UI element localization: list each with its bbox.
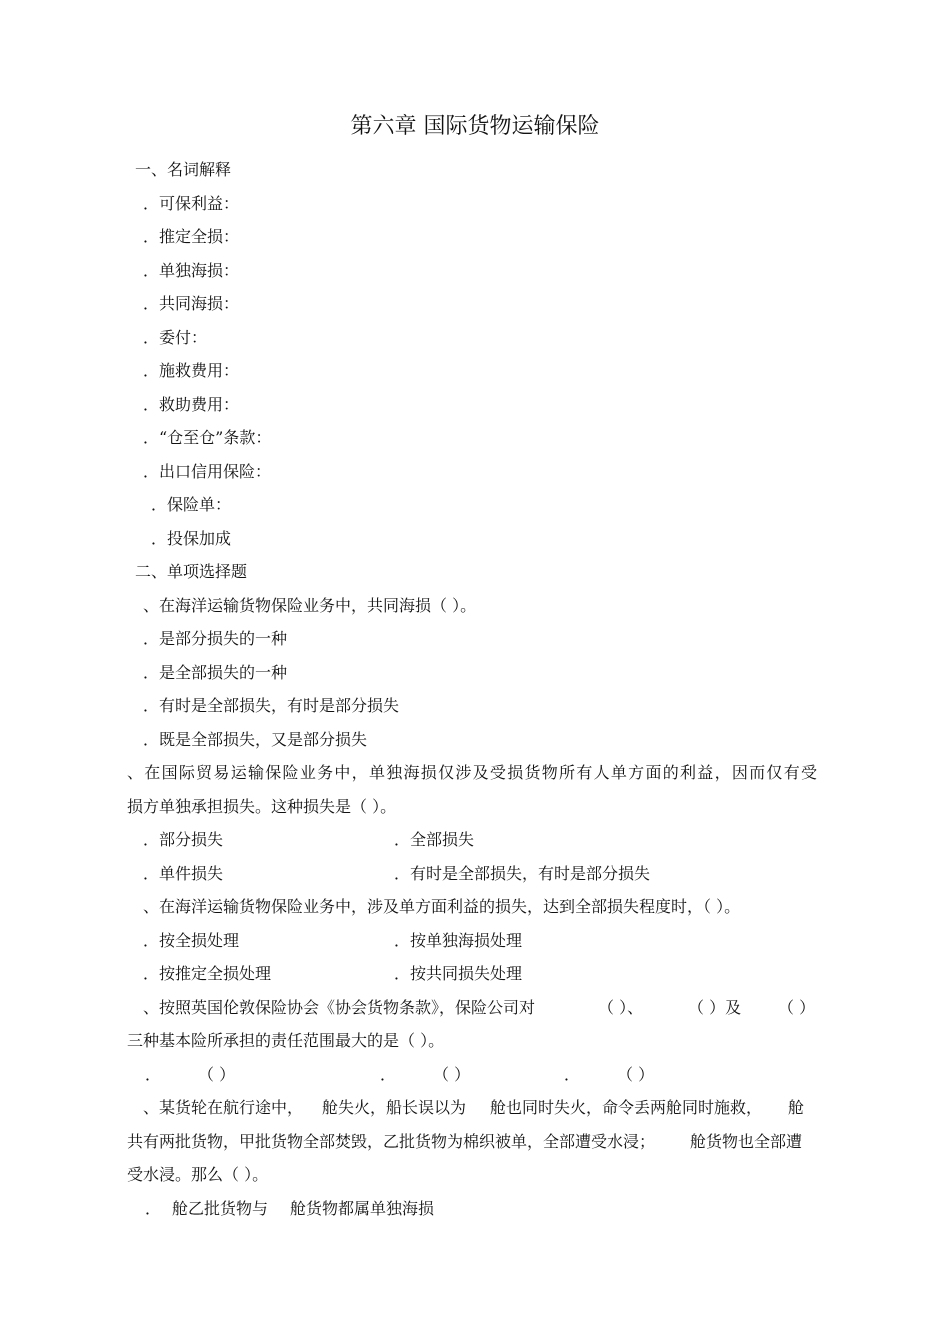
question-4-option-a-paren: （ ） bbox=[198, 1065, 236, 1084]
section-heading-choice: 二、单项选择题 bbox=[135, 562, 248, 581]
question-1-stem: 、在海洋运输货物保险业务中，共同海损（ ）。 bbox=[143, 596, 477, 615]
term-item: ．施救费用： bbox=[143, 361, 240, 380]
term-item: ．委付： bbox=[143, 328, 208, 347]
question-5-stem-part1: 、某货轮在航行途中， bbox=[143, 1098, 304, 1117]
question-4-option-b-paren: （ ） bbox=[433, 1065, 471, 1084]
question-1-option: ．既是全部损失，又是部分损失 bbox=[143, 730, 368, 749]
question-2-option-c: ．单件损失 bbox=[143, 864, 224, 883]
question-4-stem-line2: 三种基本险所承担的责任范围最大的是（ ）。 bbox=[127, 1031, 445, 1050]
question-4-blank-3: （ ） bbox=[778, 998, 816, 1017]
question-2-stem-line2: 损方单独承担损失。这种损失是（ ）。 bbox=[127, 797, 397, 816]
question-4-blank-2: （ ）及 bbox=[688, 998, 742, 1017]
question-3-option-a: ．按全损处理 bbox=[143, 931, 240, 950]
term-item: ．单独海损： bbox=[143, 261, 240, 280]
question-4-option-b: ． bbox=[380, 1065, 397, 1084]
page-title: 第六章 国际货物运输保险 bbox=[350, 114, 600, 139]
question-5-option-a-part1: 舱乙批货物与 bbox=[172, 1199, 269, 1218]
term-item: ．保险单： bbox=[151, 495, 232, 514]
question-4-stem-line1: 、按照英国伦敦保险协会《协会货物条款》，保险公司对 bbox=[143, 998, 536, 1017]
question-5-stem-line3: 受水浸。那么（ ）。 bbox=[127, 1165, 269, 1184]
question-3-option-d: ．按共同损失处理 bbox=[394, 964, 523, 983]
question-3-option-c: ．按推定全损处理 bbox=[143, 964, 272, 983]
question-1-option: ．是部分损失的一种 bbox=[143, 629, 288, 648]
term-item: ．“仓至仓”条款： bbox=[143, 428, 272, 447]
term-item: ．救助费用： bbox=[143, 395, 240, 414]
question-4-option-c: ． bbox=[564, 1065, 581, 1084]
question-2-option-d: ．有时是全部损失，有时是部分损失 bbox=[394, 864, 651, 883]
term-item: ．投保加成 bbox=[151, 529, 232, 548]
term-item: ．推定全损： bbox=[143, 227, 240, 246]
question-3-stem: 、在海洋运输货物保险业务中，涉及单方面利益的损失，达到全部损失程度时，（ ）。 bbox=[143, 897, 741, 916]
question-5-stem-part3: 舱也同时失火，命令丢两舱同时施救， bbox=[490, 1098, 763, 1117]
question-4-blank-1: （ ）、 bbox=[598, 998, 644, 1017]
question-5-option-a-part2: 舱货物都属单独海损 bbox=[290, 1199, 435, 1218]
question-5-option-a-dot: ． bbox=[145, 1199, 162, 1218]
question-2-option-b: ．全部损失 bbox=[394, 830, 475, 849]
question-5-stem-line2a: 共有两批货物，甲批货物全部焚毁，乙批货物为棉织被单，全部遭受水浸； bbox=[127, 1132, 656, 1151]
question-3-option-b: ．按单独海损处理 bbox=[394, 931, 523, 950]
question-2-option-a: ．部分损失 bbox=[143, 830, 224, 849]
question-5-stem-line2b: 舱货物也全部遭 bbox=[690, 1132, 803, 1151]
question-5-stem-part4: 舱 bbox=[788, 1098, 805, 1117]
term-item: ．可保利益： bbox=[143, 194, 240, 213]
question-5-stem-part2: 舱失火，船长误以为 bbox=[322, 1098, 467, 1117]
term-item: ．出口信用保险： bbox=[143, 462, 272, 481]
question-1-option: ．有时是全部损失，有时是部分损失 bbox=[143, 696, 400, 715]
question-2-stem-line1: 、在国际贸易运输保险业务中，单独海损仅涉及受损货物所有人单方面的利益，因而仅有受 bbox=[127, 763, 817, 782]
question-4-option-c-paren: （ ） bbox=[617, 1065, 655, 1084]
question-4-option-a: ． bbox=[145, 1065, 162, 1084]
term-item: ．共同海损： bbox=[143, 294, 240, 313]
section-heading-terms: 一、名词解释 bbox=[135, 160, 232, 179]
question-1-option: ．是全部损失的一种 bbox=[143, 663, 288, 682]
